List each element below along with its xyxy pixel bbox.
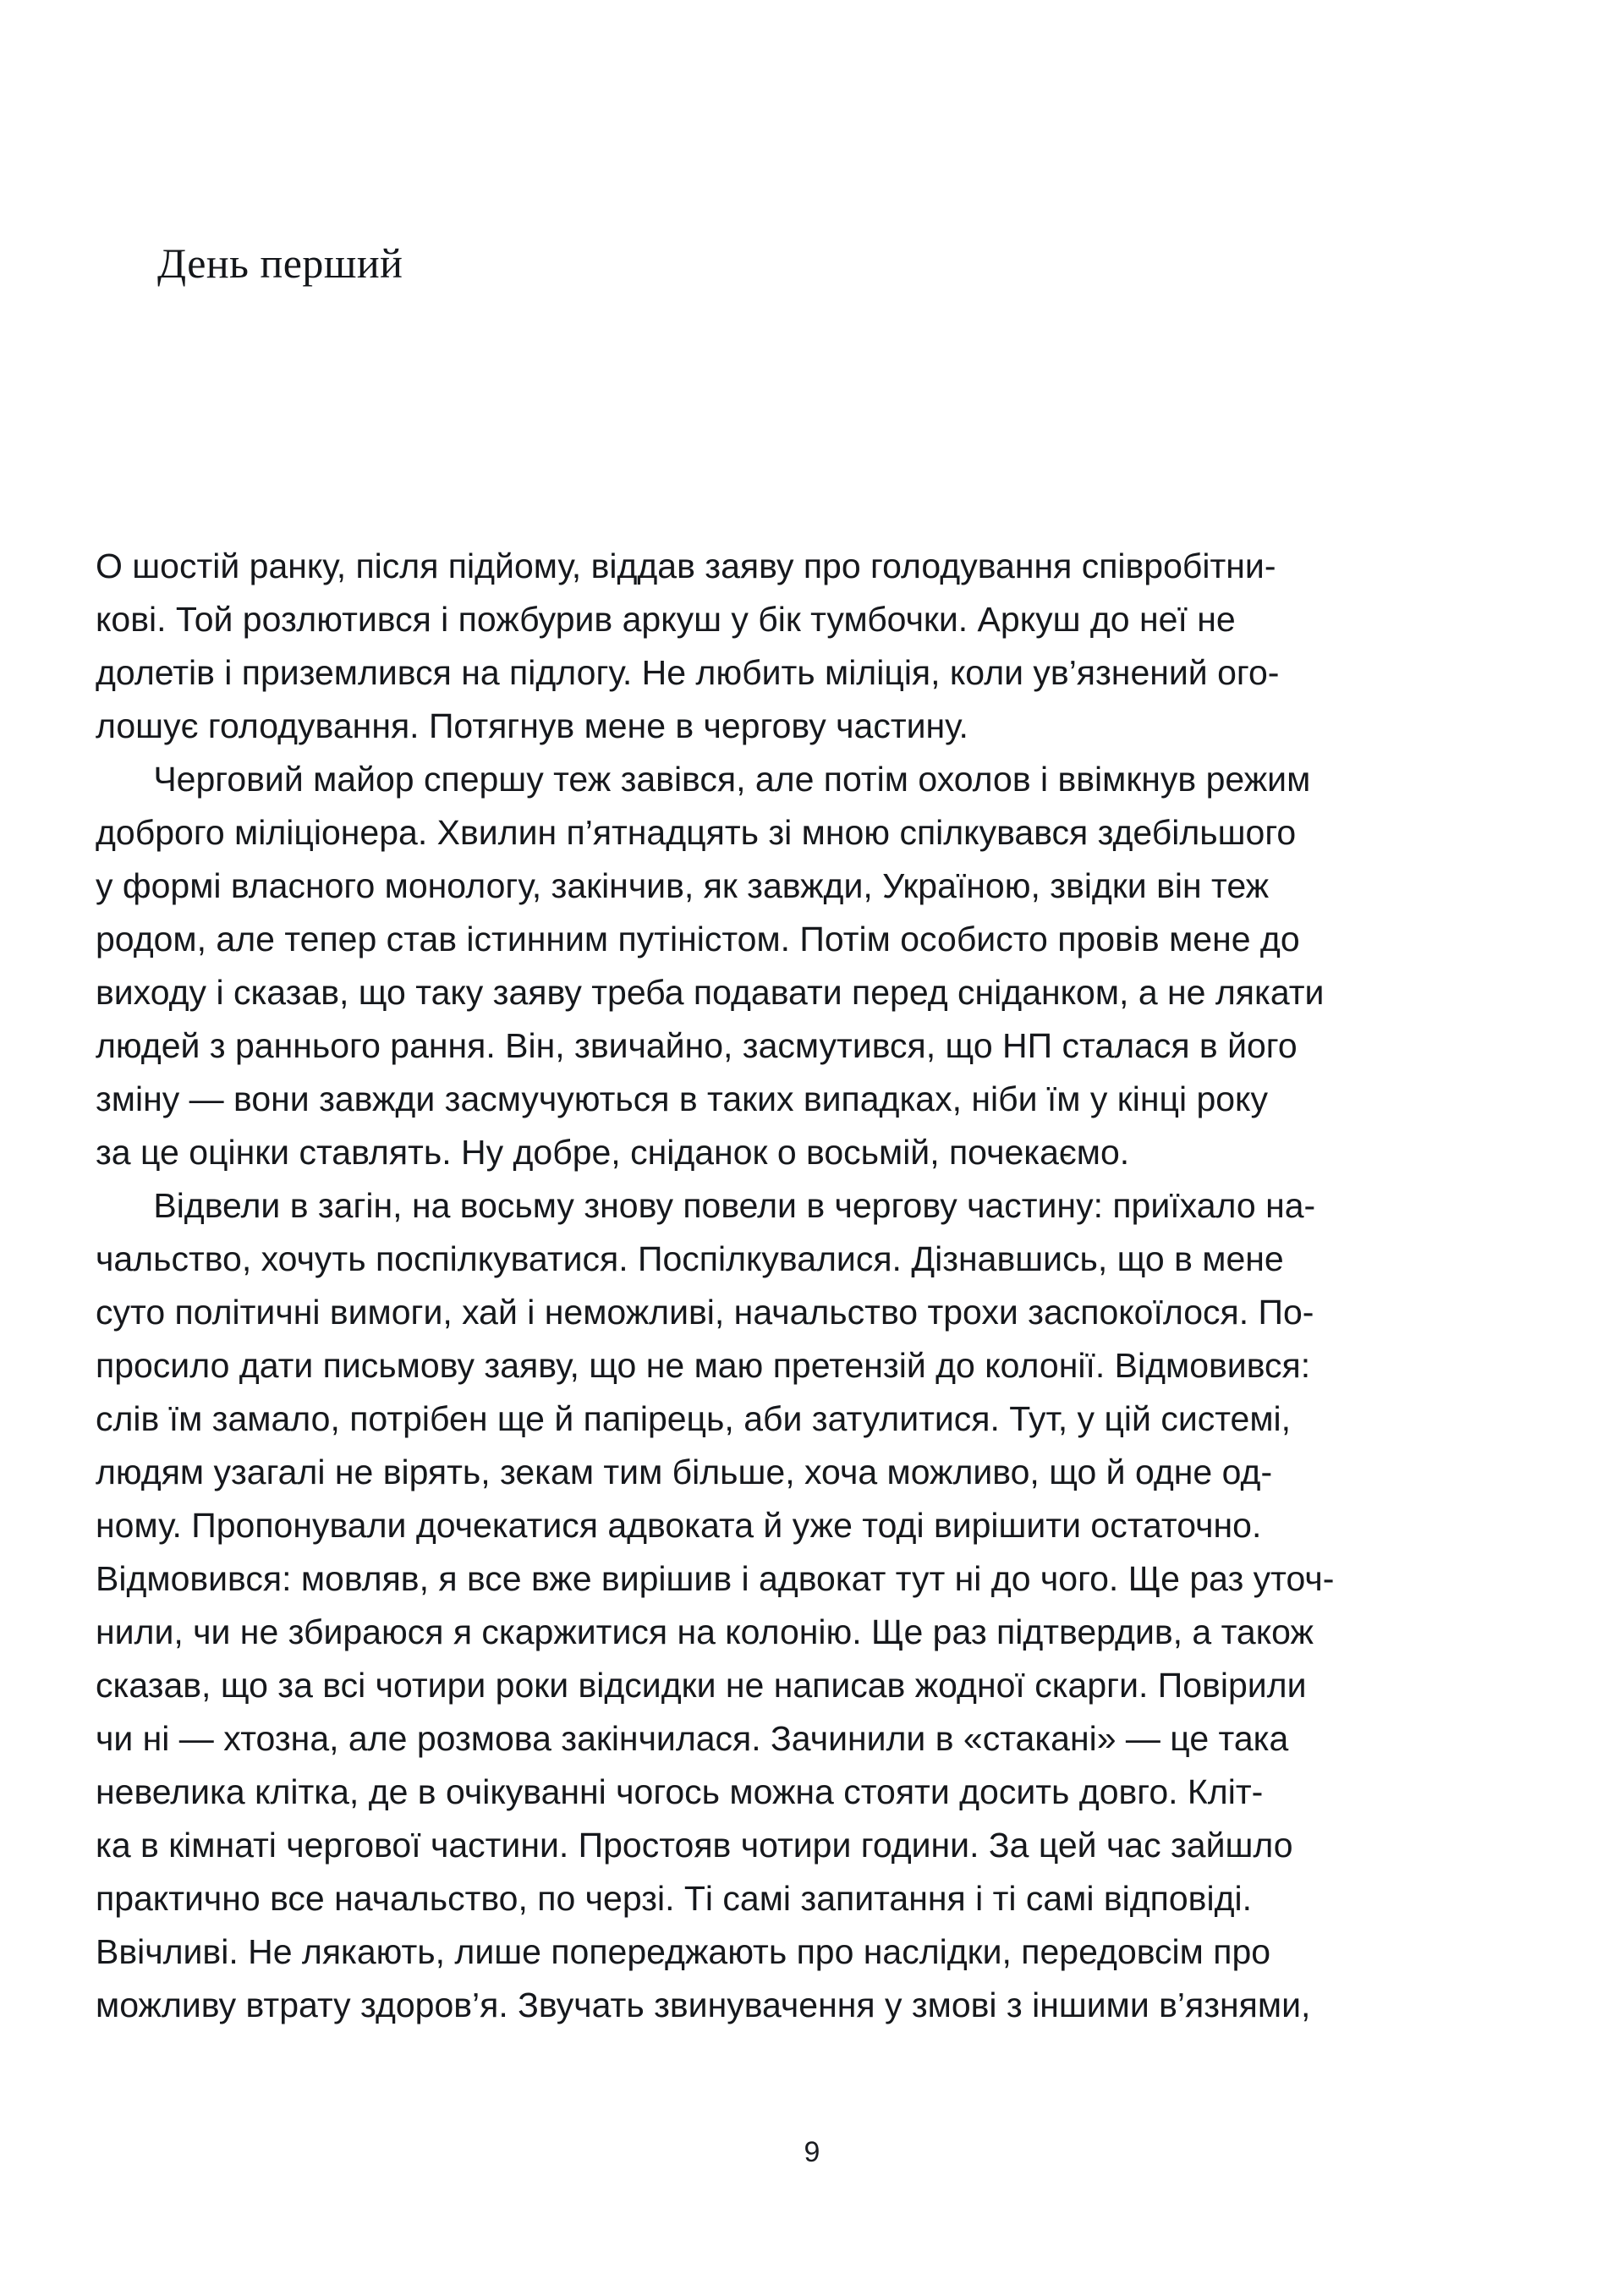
text-line: невелика клітка, де в очікуванні чогось можна стояти досить довго. Кліт- (96, 1772, 1264, 1811)
text-line: суто політичні вимоги, хай і неможливі, начальство трохи заспокоїлося. По- (96, 1293, 1314, 1332)
text-line: зміну — вони завжди засмучуються в таких випадках, ніби їм у кінці року (96, 1079, 1268, 1118)
text-line: Відвели в загін, на восьму знову повели в чергову частину: приїхало на- (96, 1186, 1316, 1225)
text-line: просило дати письмову заяву, що не маю претензій до колонії. Відмовився: (96, 1346, 1311, 1385)
text-line: лошує голодування. Потягнув мене в чергову частину. (96, 706, 968, 745)
text-line: родом, але тепер став істинним путіністом. Потім особисто провів мене до (96, 920, 1300, 958)
text-line: слів їм замало, потрібен ще й папірець, аби затулитися. Тут, у цій системі, (96, 1399, 1292, 1438)
chapter-heading: День перший (157, 239, 403, 287)
text-line: людям узагалі не вірять, зекам тим більше, хоча можливо, що й одне од- (96, 1453, 1273, 1491)
text-line: сказав, що за всі чотири роки відсидки не написав жодної скарги. Повірили (96, 1666, 1307, 1705)
page-number: 9 (804, 2136, 820, 2168)
text-line: чи ні — хтозна, але розмова закінчилася. Зачинили в «стакані» — це така (96, 1719, 1289, 1758)
text-line: кові. Той розлютився і пожбурив аркуш у бік тумбочки. Аркуш до неї не (96, 600, 1236, 639)
text-line: можливу втрату здоров’я. Звучать звинувачення у змові з іншими в’язнями, (96, 1986, 1311, 2024)
text-line: виходу і сказав, що таку заяву треба подавати перед сніданком, а не лякати (96, 973, 1325, 1012)
text-line: практично все начальство, по черзі. Ті самі запитання і ті самі відповіді. (96, 1879, 1252, 1918)
text-line: Відмовився: мовляв, я все вже вирішив і адвокат тут ні до чого. Ще раз уточ- (96, 1559, 1335, 1598)
text-line: долетів і приземлився на підлогу. Не любить міліція, коли ув’язнений ого- (96, 653, 1280, 692)
text-line: О шостій ранку, після підйому, віддав заяву про голодування співробітни- (96, 547, 1276, 585)
text-line: за це оцінки ставлять. Ну добре, сніданок о восьмій, почекаємо. (96, 1133, 1130, 1172)
text-line: доброго міліціонера. Хвилин п’ятнадцять зі мною спілкувався здебільшого (96, 813, 1297, 852)
text-line: людей з раннього рання. Він, звичайно, засмутився, що НП сталася в його (96, 1026, 1298, 1065)
text-line: ному. Пропонували дочекатися адвоката й уже тоді вирішити остаточно. (96, 1506, 1262, 1545)
text-line: чальство, хочуть поспілкуватися. Поспілкувалися. Дізнавшись, що в мене (96, 1239, 1284, 1278)
text-line: Ввічливі. Не лякають, лише попереджають про наслідки, передовсім про (96, 1932, 1271, 1971)
text-line: у формі власного монологу, закінчив, як завжди, Україною, звідки він теж (96, 866, 1270, 905)
text-line: Черговий майор спершу теж завівся, але потім охолов і ввімкнув режим (96, 760, 1311, 799)
text-line: ка в кімнаті чергової частини. Простояв чотири години. За цей час зайшло (96, 1826, 1293, 1865)
body-text-block (96, 540, 1444, 2032)
text-line: нили, чи не збираюся я скаржитися на колонію. Ще раз підтвердив, а також (96, 1612, 1314, 1651)
